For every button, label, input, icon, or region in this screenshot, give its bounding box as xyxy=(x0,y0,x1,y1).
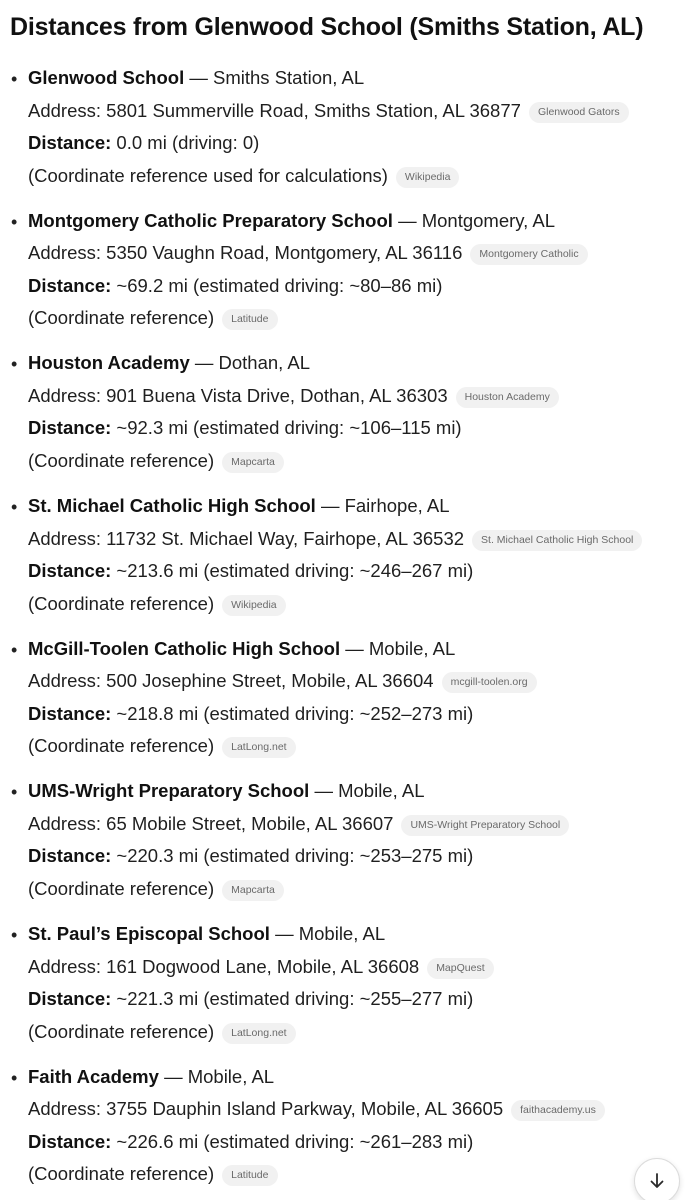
distance-label: Distance: xyxy=(28,132,112,153)
coordinate-note-line xyxy=(28,730,696,763)
school-name: UMS-Wright Preparatory School xyxy=(28,780,310,802)
citation-chip[interactable]: Wikipedia xyxy=(396,167,460,188)
separator: — xyxy=(320,495,340,517)
school-name: McGill-Toolen Catholic High School xyxy=(28,637,341,659)
bullet: • xyxy=(11,782,18,803)
citation-chip[interactable]: Houston Academy xyxy=(456,387,559,408)
school-heading xyxy=(28,490,696,523)
address-line xyxy=(28,237,696,270)
distance-value: ~69.2 mi (estimated driving: ~80–86 mi) xyxy=(116,274,443,296)
address-line xyxy=(28,808,696,841)
distance-line xyxy=(28,555,696,588)
school-entry-houston-academy xyxy=(0,347,696,490)
distance-label: Distance: xyxy=(28,988,112,1010)
distance-line xyxy=(28,127,696,160)
address-value: 65 Mobile Street, Mobile, AL 36607 xyxy=(106,812,394,834)
citation-chip[interactable]: LatLong.net xyxy=(222,1023,295,1044)
school-heading xyxy=(28,633,696,666)
address-value: 5350 Vaughn Road, Montgomery, AL 36116 xyxy=(106,242,463,264)
coordinate-note: (Coordinate reference) xyxy=(28,307,215,329)
school-name: Montgomery Catholic Preparatory School xyxy=(28,209,393,231)
bullet: • xyxy=(11,925,18,946)
school-heading xyxy=(28,918,696,951)
distance-value: ~226.6 mi (estimated driving: ~261–283 mi) xyxy=(116,1130,474,1152)
address-value: 11732 St. Michael Way, Fairhope, AL 36532 xyxy=(106,527,465,549)
distance-label: Distance: xyxy=(28,274,112,296)
coordinate-note: (Coordinate reference used for calculations) xyxy=(28,164,388,186)
address-label: Address: xyxy=(28,527,102,549)
address-label: Address: xyxy=(28,1098,102,1120)
distance-label: Distance: xyxy=(28,702,112,724)
distance-value: 0.0 mi (driving: 0) xyxy=(116,132,260,153)
citation-chip[interactable]: faithacademy.us xyxy=(511,1100,605,1121)
school-entry-faith-academy xyxy=(0,1061,696,1200)
school-heading xyxy=(28,62,696,95)
citation-chip[interactable]: Latitude xyxy=(222,1165,277,1186)
citation-chip[interactable]: Latitude xyxy=(222,309,277,330)
school-location: Mobile, AL xyxy=(187,1065,275,1087)
school-entry-st-pauls xyxy=(0,918,696,1061)
address-value: 161 Dogwood Lane, Mobile, AL 36608 xyxy=(106,955,420,977)
bullet: • xyxy=(11,69,18,89)
address-value: 5801 Summerville Road, Smiths Station, AL 36877 xyxy=(106,99,521,121)
bullet: • xyxy=(11,497,18,518)
address-value: 3755 Dauphin Island Parkway, Mobile, AL 36605 xyxy=(106,1098,504,1120)
citation-chip[interactable]: Montgomery Catholic xyxy=(470,244,587,265)
address-label: Address: xyxy=(28,242,102,264)
coordinate-note-line xyxy=(28,302,696,335)
citation-chip[interactable]: MapQuest xyxy=(427,958,493,979)
school-name: Faith Academy xyxy=(28,1065,159,1087)
coordinate-note-line xyxy=(28,588,696,621)
coordinate-note: (Coordinate reference) xyxy=(28,1163,215,1185)
address-line xyxy=(28,95,696,128)
distance-line xyxy=(28,412,696,445)
school-name: Glenwood School xyxy=(28,67,185,88)
school-location: Mobile, AL xyxy=(338,780,425,802)
distance-line xyxy=(28,270,696,303)
citation-chip[interactable]: Mapcarta xyxy=(222,452,284,473)
separator: — xyxy=(194,352,214,374)
distance-label: Distance: xyxy=(28,560,112,582)
school-name: St. Michael Catholic High School xyxy=(28,495,316,517)
citation-chip[interactable]: Mapcarta xyxy=(222,880,284,901)
school-location: Smiths Station, AL xyxy=(213,67,365,88)
coordinate-note-line xyxy=(28,873,696,906)
response-heading: Distances from Glenwood School (Smiths Station, AL) xyxy=(10,13,644,41)
distance-line xyxy=(28,983,696,1016)
citation-chip[interactable]: LatLong.net xyxy=(222,737,295,758)
coordinate-note-line xyxy=(28,1016,696,1049)
distance-line xyxy=(28,1126,696,1159)
address-label: Address: xyxy=(28,384,102,406)
bullet: • xyxy=(11,211,18,232)
address-label: Address: xyxy=(28,99,102,121)
coordinate-note-line xyxy=(28,445,696,478)
school-location: Fairhope, AL xyxy=(344,495,450,517)
school-location: Dothan, AL xyxy=(218,352,311,374)
citation-chip[interactable]: Wikipedia xyxy=(222,595,286,616)
distance-label: Distance: xyxy=(28,417,112,439)
distance-value: ~218.8 mi (estimated driving: ~252–273 mi) xyxy=(116,702,474,724)
scroll-to-bottom-button[interactable] xyxy=(634,1158,680,1200)
citation-chip[interactable]: Glenwood Gators xyxy=(529,102,629,123)
address-value: 500 Josephine Street, Mobile, AL 36604 xyxy=(106,670,434,692)
coordinate-note: (Coordinate reference) xyxy=(28,877,215,899)
coordinate-note-line xyxy=(28,160,696,193)
coordinate-note: (Coordinate reference) xyxy=(28,449,215,471)
school-entry-glenwood xyxy=(0,62,696,205)
school-name: St. Paul’s Episcopal School xyxy=(28,923,270,945)
school-heading xyxy=(28,347,696,380)
distance-value: ~92.3 mi (estimated driving: ~106–115 mi) xyxy=(116,417,462,439)
school-entry-montgomery-catholic xyxy=(0,205,696,348)
coordinate-note: (Coordinate reference) xyxy=(28,735,215,757)
separator: — xyxy=(189,67,208,88)
address-label: Address: xyxy=(28,955,102,977)
school-entry-ums-wright xyxy=(0,775,696,918)
bullet: • xyxy=(11,354,18,375)
address-line xyxy=(28,951,696,984)
school-location: Mobile, AL xyxy=(298,923,386,945)
distance-label: Distance: xyxy=(28,845,112,867)
school-heading xyxy=(28,205,696,238)
distance-label: Distance: xyxy=(28,1130,112,1152)
school-heading xyxy=(28,1061,696,1094)
school-list xyxy=(0,62,696,1200)
coordinate-note: (Coordinate reference) xyxy=(28,1020,215,1042)
school-location: Mobile, AL xyxy=(368,637,456,659)
address-line xyxy=(28,1093,696,1126)
arrow-down-icon xyxy=(649,1172,665,1190)
bullet: • xyxy=(11,639,18,660)
citation-chip[interactable]: St. Michael Catholic High School xyxy=(472,530,642,551)
school-name: Houston Academy xyxy=(28,352,190,374)
address-value: 901 Buena Vista Drive, Dothan, AL 36303 xyxy=(106,384,448,406)
separator: — xyxy=(275,923,294,945)
distance-value: ~220.3 mi (estimated driving: ~253–275 mi) xyxy=(116,845,474,867)
citation-chip[interactable]: UMS-Wright Preparatory School xyxy=(401,815,569,836)
address-label: Address: xyxy=(28,812,102,834)
address-line xyxy=(28,380,696,413)
distance-line xyxy=(28,840,696,873)
separator: — xyxy=(398,209,417,231)
bullet: • xyxy=(11,1067,18,1088)
distance-line xyxy=(28,698,696,731)
school-location: Montgomery, AL xyxy=(421,209,556,231)
school-heading xyxy=(28,775,696,808)
citation-chip[interactable]: mcgill-toolen.org xyxy=(442,672,537,693)
separator: — xyxy=(314,780,333,802)
address-line xyxy=(28,523,696,556)
separator: — xyxy=(345,637,364,659)
address-line xyxy=(28,665,696,698)
school-entry-st-michael xyxy=(0,490,696,633)
school-entry-mcgill-toolen xyxy=(0,633,696,776)
distance-value: ~213.6 mi (estimated driving: ~246–267 mi) xyxy=(116,560,474,582)
address-label: Address: xyxy=(28,670,102,692)
coordinate-note-line xyxy=(28,1158,696,1191)
separator: — xyxy=(164,1065,183,1087)
coordinate-note: (Coordinate reference) xyxy=(28,592,215,614)
distance-value: ~221.3 mi (estimated driving: ~255–277 mi) xyxy=(116,988,474,1010)
